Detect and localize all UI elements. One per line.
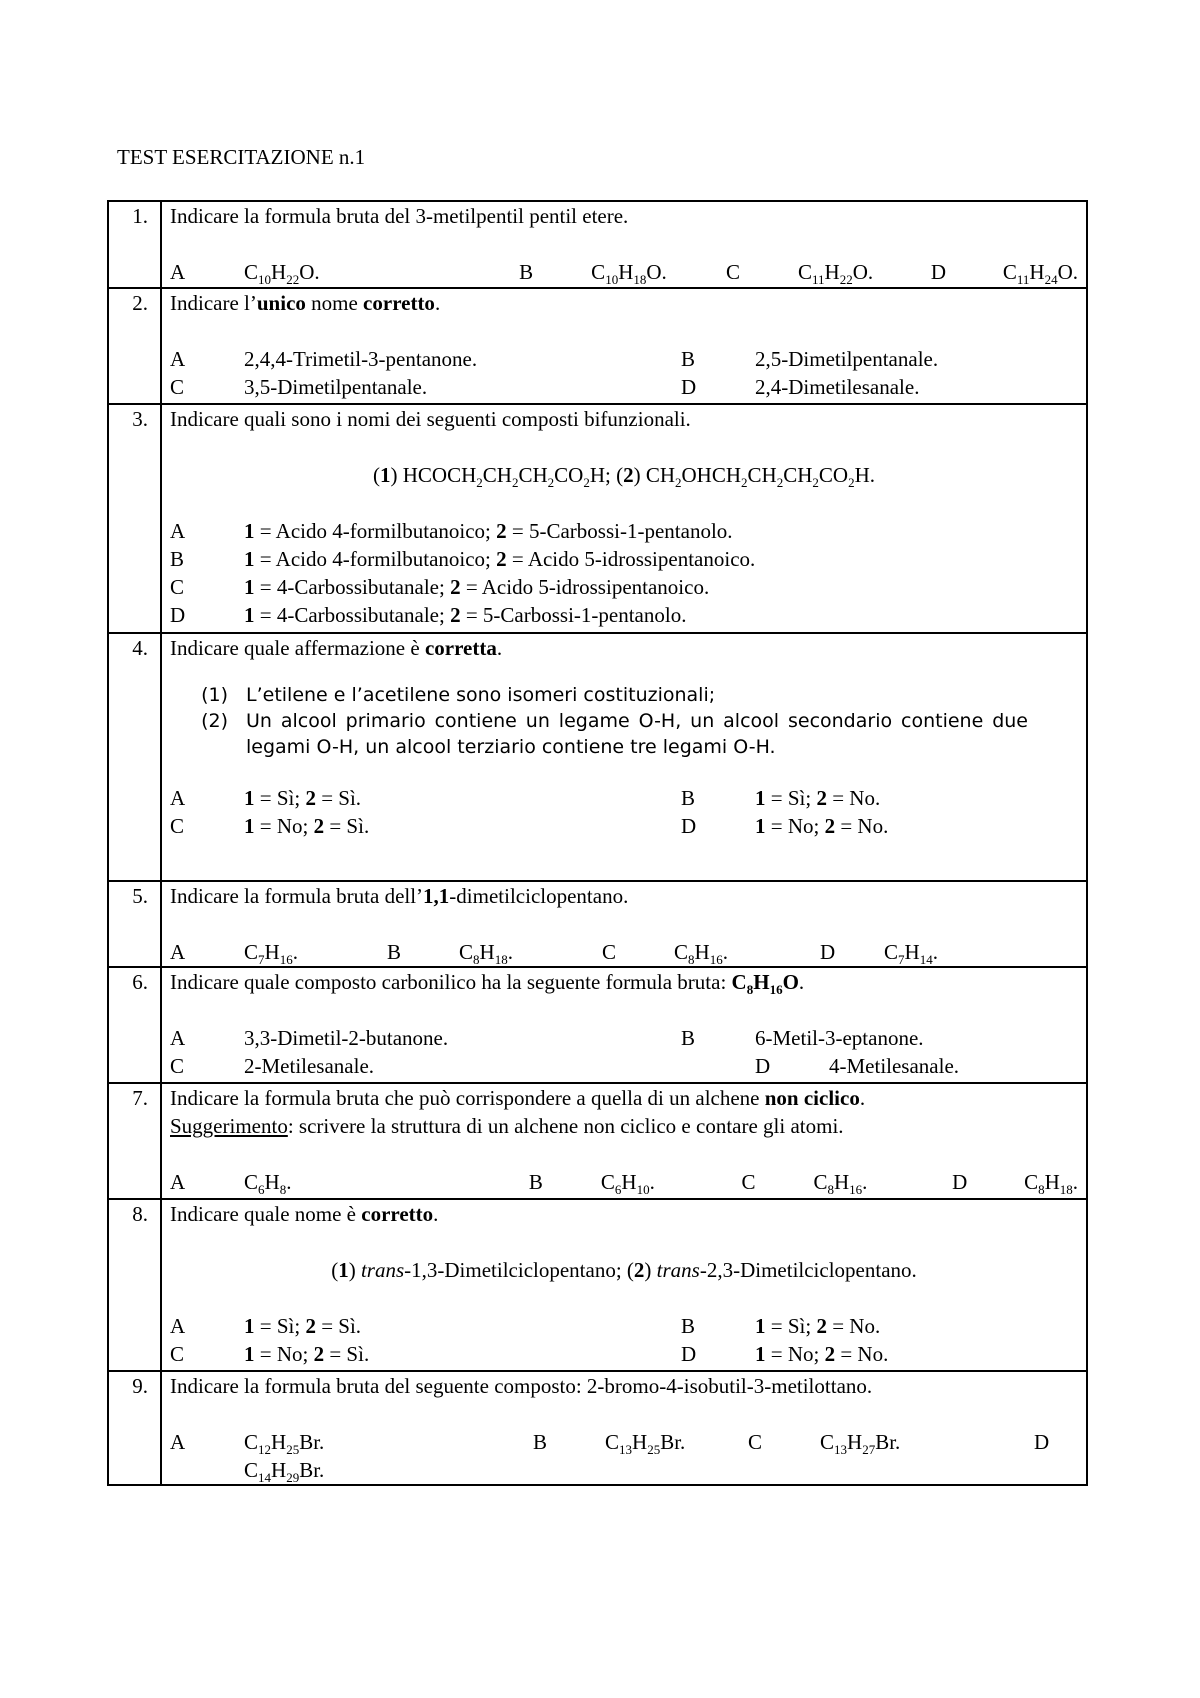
question-row: [108, 201, 1087, 288]
option-letter: C: [725, 260, 740, 284]
question-row: [108, 1199, 1087, 1371]
answer-option: C 1 = 4-Carbossibutanale; 2 = Acido 5-idrossipentanoico.: [170, 575, 710, 599]
option-text: 2,4-Dimetilesanale.: [755, 375, 920, 399]
option-letter: A: [170, 260, 186, 284]
question-body: [161, 201, 1087, 288]
question-body: [161, 881, 1087, 967]
question-row: [108, 404, 1087, 633]
answer-options: A 3,3-Dimetil-2-butanone. B 6-Metil-3-eptanone.: [170, 1026, 924, 1050]
question-number: 1.: [108, 201, 161, 288]
question-number: 8.: [108, 1199, 161, 1371]
question-text: Indicare la formula bruta del 3-metilpentil pentil etere.: [170, 204, 629, 228]
question-text: Indicare l’unico nome corretto.: [170, 291, 441, 315]
question-text: Indicare la formula bruta che può corrispondere a quella di un alchene non ciclico.: [170, 1086, 866, 1110]
question-number: 9.: [108, 1371, 161, 1485]
question-row: [108, 633, 1087, 881]
answer-options: A 1 = Sì; 2 = Sì. B 1 = Sì; 2 = No.: [170, 1314, 881, 1338]
question-row: [108, 1083, 1087, 1199]
answer-options: [170, 258, 1078, 286]
question-number: 7.: [108, 1083, 161, 1199]
question-row: [108, 288, 1087, 404]
option-letter: B: [681, 347, 696, 371]
question-text: Indicare la formula bruta del seguente composto: 2-bromo-4-isobutil-3-metilottano.: [170, 1374, 873, 1398]
question-row: [108, 967, 1087, 1083]
question-body: [161, 288, 1087, 404]
question-row: [108, 881, 1087, 967]
answer-options: A $C_7H_{16}$. B $C_8H_{18}$. C $C_8H_{16}$. D $C_7H_{14}$.: [170, 940, 938, 968]
question-body: [161, 967, 1087, 1083]
question-text: Indicare quale affermazione è corretta.: [170, 636, 503, 660]
compound-names: (1) trans-1,3-Dimetilciclopentano; (2) trans-2,3-Dimetilciclopentano.: [331, 1258, 917, 1282]
option-text: $C_{10}H_{18}O$.: [591, 260, 667, 288]
option-text: $C_{11}H_{24}O$.: [1002, 260, 1079, 288]
question-body: [161, 1199, 1087, 1371]
option-text: $C_{10}H_{22}O$.: [244, 260, 320, 288]
question-number: 6.: [108, 967, 161, 1083]
answer-options: A 1 = Sì; 2 = Sì. B 1 = Sì; 2 = No.: [170, 786, 881, 810]
option-text-continued: $C_{14}H_{29}Br$.: [244, 1458, 325, 1486]
question-body: [161, 633, 1087, 881]
document-title: TEST ESERCITAZIONE n.1: [117, 145, 366, 169]
answer-options: C 2-Metilesanale. D 4-Metilesanale.: [170, 1054, 960, 1078]
question-number: 4.: [108, 633, 161, 881]
option-letter: A: [170, 347, 186, 371]
question-text: Indicare quale nome è corretto.: [170, 1202, 439, 1226]
questions-table: [107, 200, 1088, 1486]
hint-text: Suggerimento: scrivere la struttura di un alchene non ciclico e contare gli atomi.: [170, 1114, 844, 1138]
question-number: 3.: [108, 404, 161, 633]
answer-options: [170, 373, 1078, 401]
option-letter: D: [681, 375, 697, 399]
chemical-formulas: (1) $HCOCH_2CH_2CH_2CO_2H$; (2) $CH_2OHCH_2CH_2CH_2CO_2H$.: [373, 463, 875, 491]
option-letter: C: [170, 375, 185, 399]
question-body: [161, 404, 1087, 633]
answer-options: C 1 = No; 2 = Sì. D 1 = No; 2 = No.: [170, 1342, 889, 1366]
option-text: $C_{11}H_{22}O$.: [797, 260, 874, 288]
answer-options: [170, 345, 1078, 373]
statement-item: (1) L’etilene e l’acetilene sono isomeri costituzionali;: [201, 684, 716, 706]
question-text: Indicare quali sono i nomi dei seguenti composti bifunzionali.: [170, 407, 691, 431]
answer-options: C 1 = No; 2 = Sì. D 1 = No; 2 = No.: [170, 814, 889, 838]
option-text: 2,5-Dimetilpentanale.: [755, 347, 939, 371]
answer-options: A $C_6H_8$. B $C_6H_{10}$. C $C_8H_{16}$. D $C_8H_{18}$.: [170, 1170, 1079, 1198]
question-body: [161, 1083, 1087, 1199]
option-letter: B: [519, 260, 534, 284]
option-text: 3,5-Dimetilpentanale.: [244, 375, 428, 399]
answer-options: A $C_{12}H_{25}Br$. B $C_{13}H_{25}Br$. C $C_{13}H_{27}Br$. D: [170, 1430, 1050, 1458]
question-number: 2.: [108, 288, 161, 404]
question-text: Indicare la formula bruta dell’1,1-dimetilciclopentano.: [170, 884, 629, 908]
answer-option: B 1 = Acido 4-formilbutanoico; 2 = Acido 5-idrossipentanoico.: [170, 547, 756, 571]
answer-option: D 1 = 4-Carbossibutanale; 2 = 5-Carbossi-1-pentanolo.: [170, 603, 687, 627]
option-text: 2,4,4-Trimetil-3-pentanone.: [244, 347, 478, 371]
question-row: [108, 1371, 1087, 1485]
option-letter: D: [930, 260, 947, 284]
statement-item: (2) Un alcool primario contiene un legame O-H, un alcool secondario contiene due legami O-H, un alcool terziario contiene tre legami O-H.: [201, 710, 1028, 758]
question-body: [161, 1371, 1087, 1485]
question-text: Indicare quale composto carbonilico ha la seguente formula bruta: $C_8H_{16}O$.: [170, 970, 805, 998]
answer-option: A 1 = Acido 4-formilbutanoico; 2 = 5-Carbossi-1-pentanolo.: [170, 519, 733, 543]
question-number: 5.: [108, 881, 161, 967]
